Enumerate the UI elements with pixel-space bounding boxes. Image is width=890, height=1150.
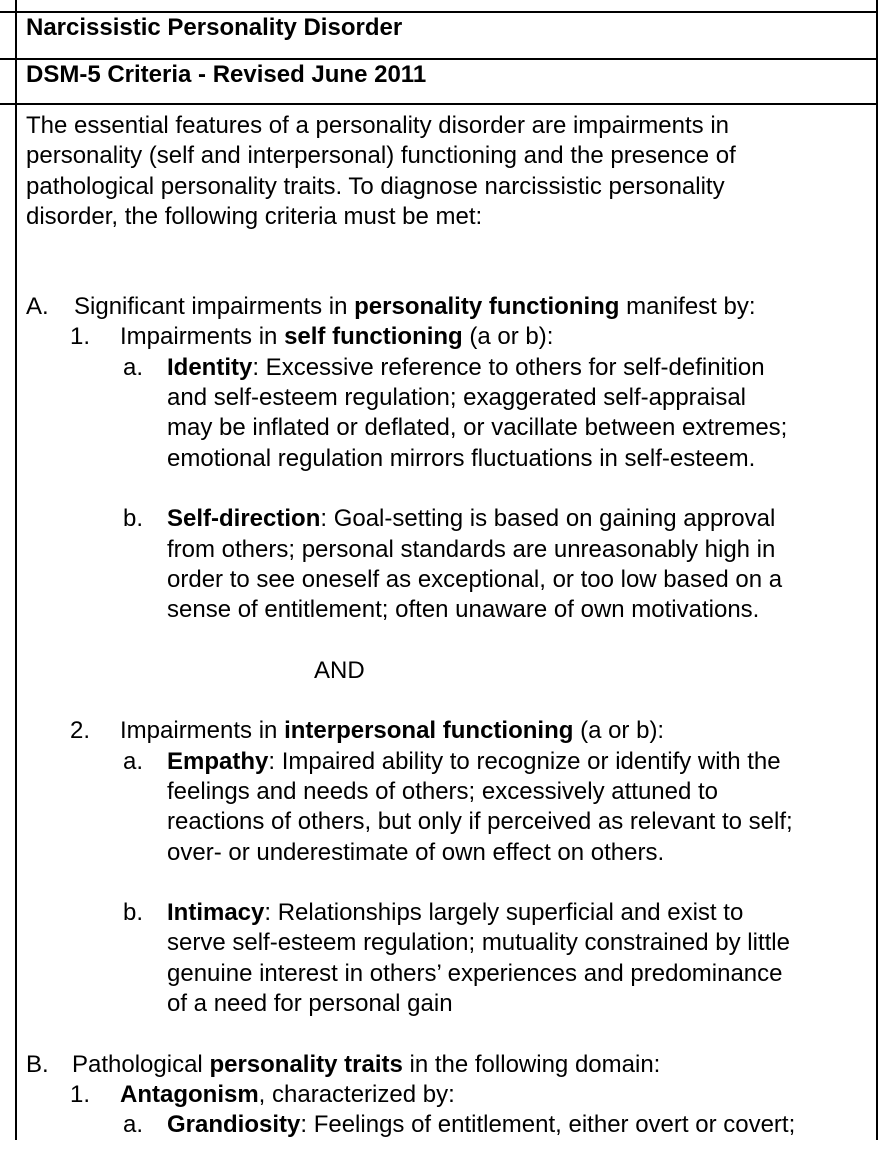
criterion-text: in the following domain: bbox=[402, 1050, 661, 1078]
document-subtitle: DSM-5 Criteria - Revised June 2011 bbox=[26, 61, 427, 88]
list-marker: B. bbox=[26, 1050, 49, 1078]
criterion-bold-term: Grandiosity bbox=[167, 1111, 301, 1139]
criterion-text: Pathological bbox=[72, 1050, 210, 1078]
criterion-line: and self-esteem regulation; exaggerated self-appraisal bbox=[167, 384, 747, 412]
criterion-line: genuine interest in others’ experiences and predominance bbox=[167, 959, 783, 987]
criteria-body bbox=[26, 111, 876, 1141]
criterion-a-2-b bbox=[26, 898, 876, 1019]
criterion-a-2-a bbox=[26, 747, 876, 868]
criterion-bold-term: self functioning bbox=[284, 323, 463, 351]
criterion-b bbox=[26, 1050, 876, 1080]
criterion-text: , characterized by: bbox=[258, 1080, 455, 1108]
criterion-text: : Impaired ability to recognize or identify with the bbox=[268, 747, 781, 775]
criterion-a-2 bbox=[26, 716, 876, 746]
and-connector: AND bbox=[314, 656, 365, 684]
criterion-text: Significant impairments in bbox=[74, 293, 355, 321]
list-marker: 1. bbox=[70, 1080, 91, 1108]
criterion-bold-term: Intimacy bbox=[167, 899, 265, 927]
criterion-line: order to see oneself as exceptional, or too low based on a bbox=[167, 565, 783, 593]
criterion-line: may be inflated or deflated, or vacillate between extremes; bbox=[167, 414, 788, 442]
list-marker: a. bbox=[123, 747, 144, 775]
list-marker: A. bbox=[26, 293, 49, 321]
criterion-text: (a or b): bbox=[462, 323, 554, 351]
criterion-line: serve self-esteem regulation; mutuality constrained by little bbox=[167, 929, 790, 957]
criterion-bold-term: interpersonal functioning bbox=[284, 717, 574, 745]
intro-line: disorder, the following criteria must be met: bbox=[26, 202, 483, 230]
list-marker: 1. bbox=[70, 323, 91, 351]
criterion-text: (a or b): bbox=[573, 717, 665, 745]
criterion-b-1-a bbox=[26, 1110, 876, 1140]
criterion-line: sense of entitlement; often unaware of own motivations. bbox=[167, 596, 760, 624]
criterion-line: feelings and needs of others; excessively attuned to bbox=[167, 777, 719, 805]
criterion-bold-term: personality functioning bbox=[354, 293, 620, 321]
list-marker: a. bbox=[123, 1111, 144, 1139]
criterion-a-1 bbox=[26, 322, 876, 352]
criterion-text: manifest by: bbox=[619, 293, 756, 321]
criterion-b-1 bbox=[26, 1080, 876, 1110]
criterion-text: : Feelings of entitlement, either overt or covert; bbox=[300, 1111, 796, 1139]
criterion-text: : Goal-setting is based on gaining approval bbox=[320, 505, 776, 533]
criterion-line: over- or underestimate of own effect on others. bbox=[167, 838, 665, 866]
criterion-text: Impairments in bbox=[120, 717, 285, 745]
criterion-a-1-b bbox=[26, 504, 876, 625]
criterion-bold-term: Self-direction bbox=[167, 505, 321, 533]
criterion-line: of a need for personal gain bbox=[167, 990, 453, 1018]
table-row-divider-2 bbox=[0, 103, 877, 105]
criterion-a bbox=[26, 292, 876, 322]
criterion-text: Impairments in bbox=[120, 323, 285, 351]
table-border-right bbox=[876, 0, 878, 1140]
criterion-bold-term: personality traits bbox=[209, 1050, 403, 1078]
list-marker: b. bbox=[123, 899, 144, 927]
criterion-line: emotional regulation mirrors fluctuations in self-esteem. bbox=[167, 444, 756, 472]
list-marker: 2. bbox=[70, 717, 91, 745]
criterion-bold-term: Antagonism bbox=[120, 1080, 259, 1108]
intro-line: pathological personality traits. To diagnose narcissistic personality bbox=[26, 172, 725, 200]
list-marker: b. bbox=[123, 505, 144, 533]
document-title: Narcissistic Personality Disorder bbox=[26, 14, 403, 41]
criterion-line: from others; personal standards are unreasonably high in bbox=[167, 535, 776, 563]
criterion-bold-term: Empathy bbox=[167, 747, 269, 775]
intro-line: personality (self and interpersonal) functioning and the presence of bbox=[26, 142, 736, 170]
list-marker: a. bbox=[123, 353, 144, 381]
criterion-text: : Excessive reference to others for self-definition bbox=[252, 353, 765, 381]
criterion-a-1-a bbox=[26, 353, 876, 474]
criterion-text: : Relationships largely superficial and exist to bbox=[264, 899, 744, 927]
intro-paragraph bbox=[26, 111, 876, 232]
criterion-line: reactions of others, but only if perceived as relevant to self; bbox=[167, 808, 793, 836]
intro-line: The essential features of a personality disorder are impairments in bbox=[26, 112, 730, 139]
criterion-bold-term: Identity bbox=[167, 353, 253, 381]
table-border-left bbox=[15, 0, 17, 1140]
